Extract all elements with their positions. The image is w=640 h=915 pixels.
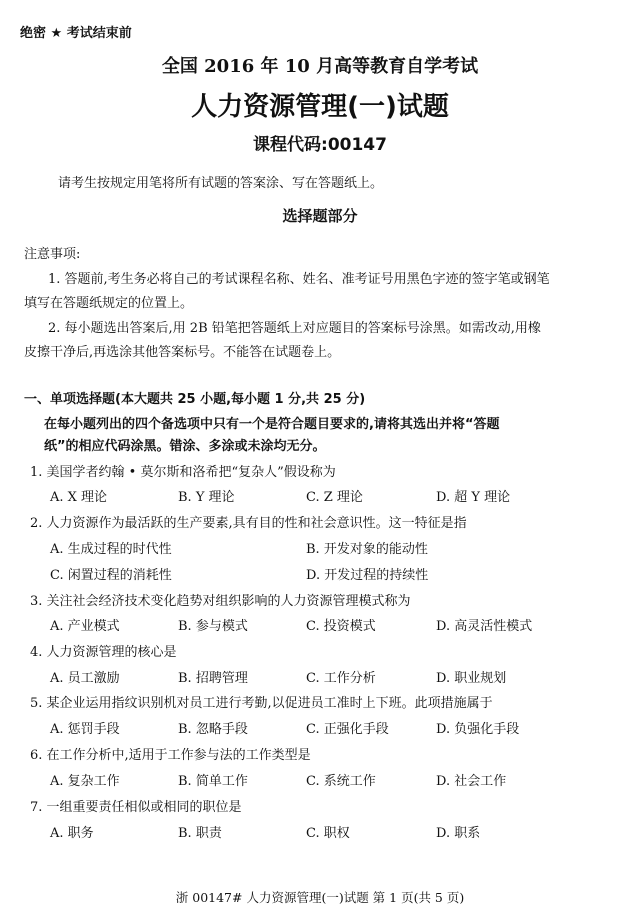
question-7-option-a: A. 职务	[50, 826, 94, 841]
question-1-option-b: B. Y 理论	[178, 490, 235, 505]
exam-title: 全国 2016 年 10 月高等教育自学考试	[161, 56, 479, 77]
question-7-option-d: D. 职系	[436, 826, 481, 841]
question-2-option-b: B. 开发对象的能动性	[306, 542, 428, 557]
part-title: 选择题部分	[282, 207, 358, 225]
question-4-option-a: A. 员工激励	[50, 671, 120, 686]
question-4-option-b: B. 招聘管理	[178, 671, 248, 686]
question-6-stem: 6. 在工作分析中,适用于工作参与法的工作类型是	[30, 748, 311, 763]
question-6-option-d: D. 社会工作	[436, 774, 507, 789]
intro-text: 请考生按规定用笔将所有试题的答案涂、写在答题纸上。	[58, 176, 384, 191]
question-2-stem: 2. 人力资源作为最活跃的生产要素,具有目的性和社会意识性。这一特征是指	[30, 516, 467, 531]
page-footer: 浙 00147# 人力资源管理(一)试题 第 1 页(共 5 页)	[175, 890, 465, 905]
course-code: 课程代码:00147	[253, 135, 387, 155]
question-1-option-a: A. X 理论	[50, 490, 108, 505]
question-1-option-c: C. Z 理论	[306, 490, 363, 505]
notes-heading: 注意事项:	[24, 247, 81, 262]
section-title: 一、单项选择题(本大题共 25 小题,每小题 1 分,共 25 分)	[24, 392, 366, 407]
question-4-option-c: C. 工作分析	[306, 671, 376, 686]
secret-mark: 绝密 ★ 考试结束前	[20, 26, 132, 41]
question-1-option-d: D. 超 Y 理论	[436, 490, 511, 505]
question-2-option-c: C. 闲置过程的消耗性	[50, 568, 172, 583]
question-5-option-d: D. 负强化手段	[436, 722, 520, 737]
question-3-option-c: C. 投资模式	[306, 619, 376, 634]
question-7-option-b: B. 职责	[178, 826, 222, 841]
question-4-stem: 4. 人力资源管理的核心是	[30, 645, 177, 660]
subject-title: 人力资源管理(一)试题	[191, 92, 449, 122]
question-4-option-d: D. 职业规划	[436, 671, 507, 686]
note-item-1-line-2: 填写在答题纸规定的位置上。	[24, 296, 194, 311]
question-5-option-a: A. 惩罚手段	[50, 722, 120, 737]
question-6-option-c: C. 系统工作	[306, 774, 376, 789]
question-3-stem: 3. 关注社会经济技术变化趋势对组织影响的人力资源管理模式称为	[30, 594, 411, 609]
note-item-2-line-1: 2. 每小题选出答案后,用 2B 铅笔把答题纸上对应题目的答案标号涂黑。如需改动,用橡	[48, 321, 541, 336]
question-7-stem: 7. 一组重要责任相似或相同的职位是	[30, 800, 242, 815]
note-item-1-line-1: 1. 答题前,考生务必将自己的考试课程名称、姓名、准考证号用黑色字迹的签字笔或钢笔	[48, 272, 550, 287]
question-5-stem: 5. 某企业运用指纹识别机对员工进行考勤,以促进员工准时上下班。此项措施属于	[30, 696, 493, 711]
question-6-option-a: A. 复杂工作	[50, 774, 120, 789]
question-3-option-a: A. 产业模式	[50, 619, 120, 634]
question-3-option-d: D. 高灵活性模式	[436, 619, 533, 634]
question-3-option-b: B. 参与模式	[178, 619, 248, 634]
note-item-2-line-2: 皮擦干净后,再选涂其他答案标号。不能答在试题卷上。	[24, 345, 341, 360]
section-instruction-line-2: 纸”的相应代码涂黑。错涂、多涂或未涂均无分。	[44, 439, 326, 454]
question-2-option-d: D. 开发过程的持续性	[306, 568, 429, 583]
question-2-option-a: A. 生成过程的时代性	[50, 542, 172, 557]
question-7-option-c: C. 职权	[306, 826, 350, 841]
section-instruction-line-1: 在每小题列出的四个备选项中只有一个是符合题目要求的,请将其选出并将“答题	[44, 417, 500, 432]
question-1-stem: 1. 美国学者约翰 • 莫尔斯和洛希把“复杂人”假设称为	[30, 465, 336, 480]
question-6-option-b: B. 简单工作	[178, 774, 248, 789]
question-5-option-b: B. 忽略手段	[178, 722, 248, 737]
question-5-option-c: C. 正强化手段	[306, 722, 389, 737]
